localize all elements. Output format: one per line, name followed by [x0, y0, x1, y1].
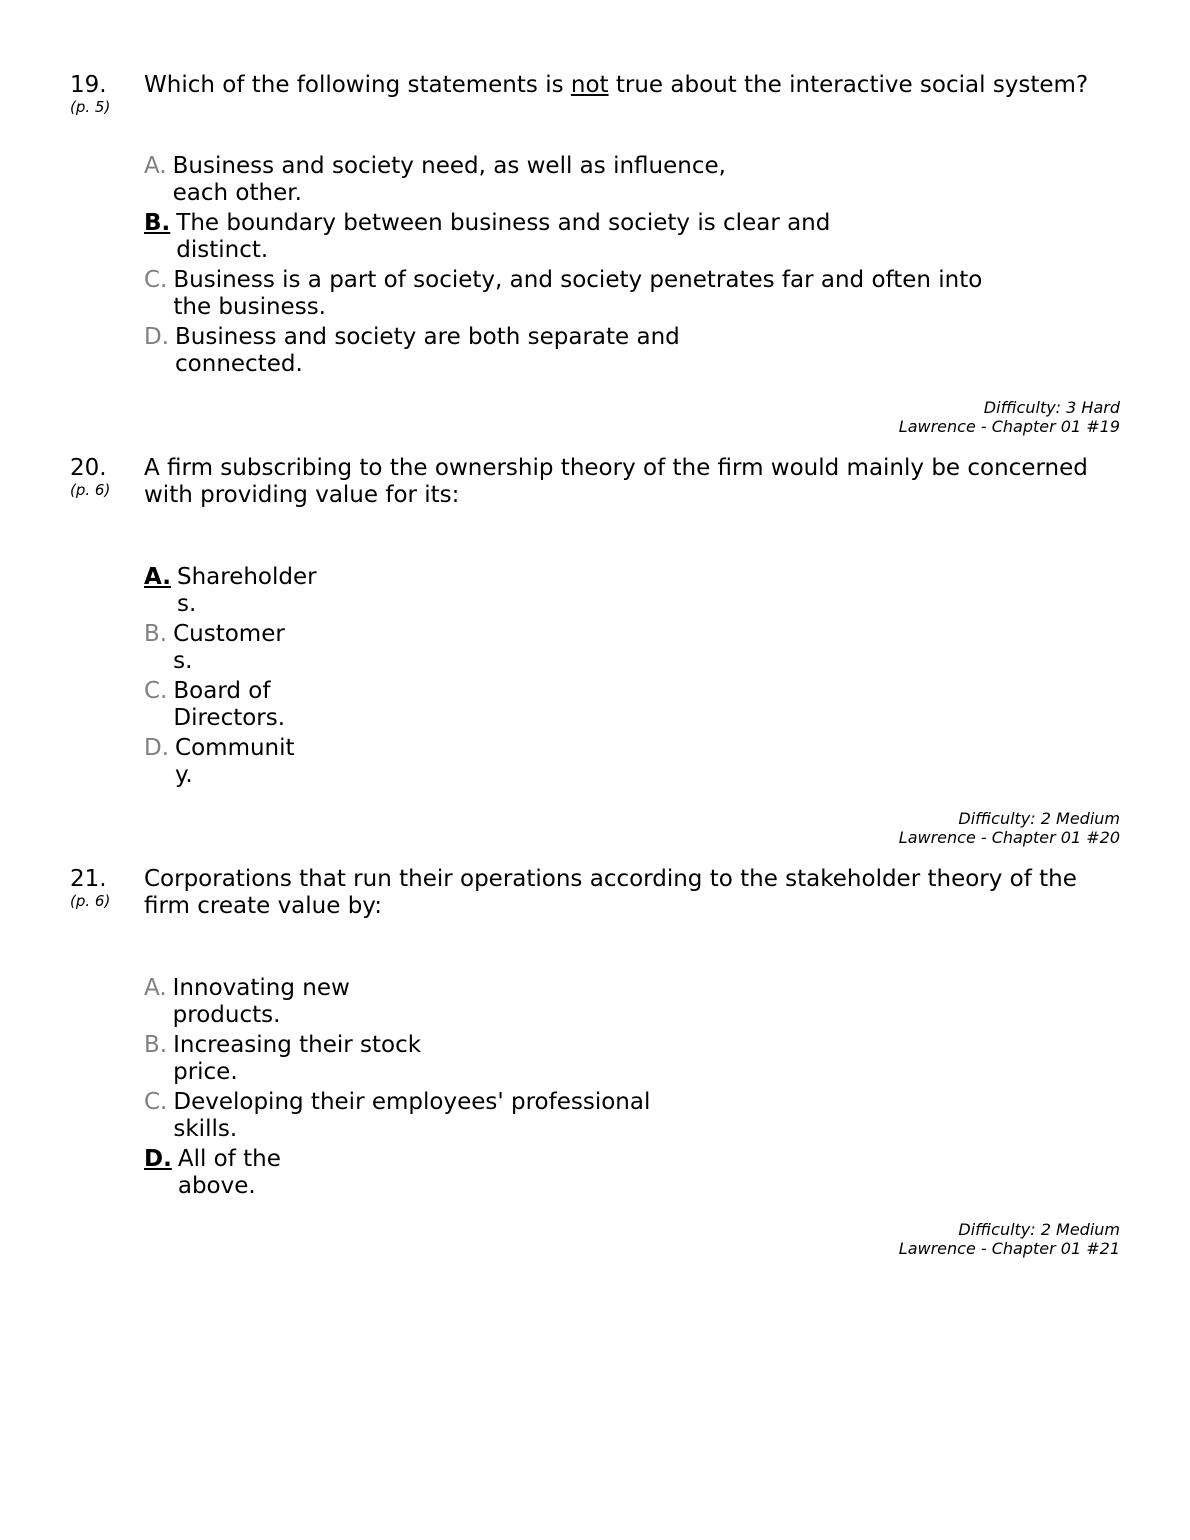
correct-option-letter: A. [144, 564, 171, 590]
option-letter: A. [144, 153, 167, 179]
question-number: 21. [70, 866, 107, 892]
option-b [144, 210, 844, 264]
option-text: Business and society need, as well as influence, each other. [172, 153, 726, 206]
source-label: Lawrence - Chapter 01 #19 [898, 417, 1120, 436]
page-reference: (p. 6) [70, 892, 111, 910]
option-text: Developing their employees' professional skills. [173, 1089, 651, 1142]
option-letter: C. [144, 1089, 168, 1115]
option-letter: B. [144, 621, 168, 647]
question-text-part: Which of the following statements is [144, 72, 571, 98]
question-meta [899, 809, 1120, 847]
option-a [144, 975, 364, 1029]
question-20 [70, 455, 1120, 850]
option-text: Increasing their stock price. [173, 1032, 422, 1085]
question-21 [70, 866, 1120, 1261]
question-19 [70, 72, 1120, 438]
option-a [144, 564, 326, 618]
question-text [144, 72, 1114, 99]
option-text: Shareholders. [176, 564, 317, 617]
source-label: Lawrence - Chapter 01 #20 [898, 828, 1120, 847]
question-text-emphasis: not [570, 72, 609, 98]
option-text: Board of Directors. [173, 678, 286, 731]
option-text: Customers. [173, 621, 285, 674]
correct-option-letter: D. [144, 1146, 172, 1172]
answer-options [144, 153, 1004, 381]
option-letter: C. [144, 678, 168, 704]
option-c [144, 1089, 664, 1143]
question-text-part: Corporations that run their operations according to the stakeholder theory of the firm create value by: [144, 866, 1077, 919]
option-letter: C. [144, 267, 168, 293]
question-meta [899, 398, 1120, 436]
difficulty-label: Difficulty: 2 Medium [958, 1220, 1120, 1239]
answer-options [144, 564, 326, 792]
option-letter: B. [144, 1032, 168, 1058]
option-text: Community. [175, 735, 295, 788]
correct-option-letter: B. [144, 210, 171, 236]
option-d [144, 324, 704, 378]
option-text: All of the above. [177, 1146, 281, 1199]
difficulty-label: Difficulty: 3 Hard [983, 398, 1120, 417]
source-label: Lawrence - Chapter 01 #21 [898, 1239, 1120, 1258]
option-text: The boundary between business and society is clear and distinct. [176, 210, 831, 263]
option-d [144, 1146, 294, 1200]
question-text-part: A firm subscribing to the ownership theory of the firm would mainly be concerned with providing value for its: [144, 455, 1088, 508]
option-letter: D. [144, 324, 170, 350]
option-letter: A. [144, 975, 167, 1001]
page-reference: (p. 6) [70, 481, 111, 499]
difficulty-label: Difficulty: 2 Medium [958, 809, 1120, 828]
option-c [144, 267, 1004, 321]
question-text [144, 866, 1114, 920]
answer-options [144, 975, 664, 1203]
option-letter: D. [144, 735, 170, 761]
question-text-part: true about the interactive social system? [608, 72, 1089, 98]
option-text: Business is a part of society, and society penetrates far and often into the business. [173, 267, 983, 320]
question-number: 19. [70, 72, 107, 98]
question-text [144, 455, 1114, 509]
page-reference: (p. 5) [70, 98, 111, 116]
option-text: Business and society are both separate and connected. [175, 324, 680, 377]
option-text: Innovating new products. [172, 975, 350, 1028]
option-c [144, 678, 304, 732]
option-b [144, 621, 294, 675]
option-d [144, 735, 299, 789]
question-meta [899, 1220, 1120, 1258]
option-b [144, 1032, 434, 1086]
option-a [144, 153, 744, 207]
question-number: 20. [70, 455, 107, 481]
